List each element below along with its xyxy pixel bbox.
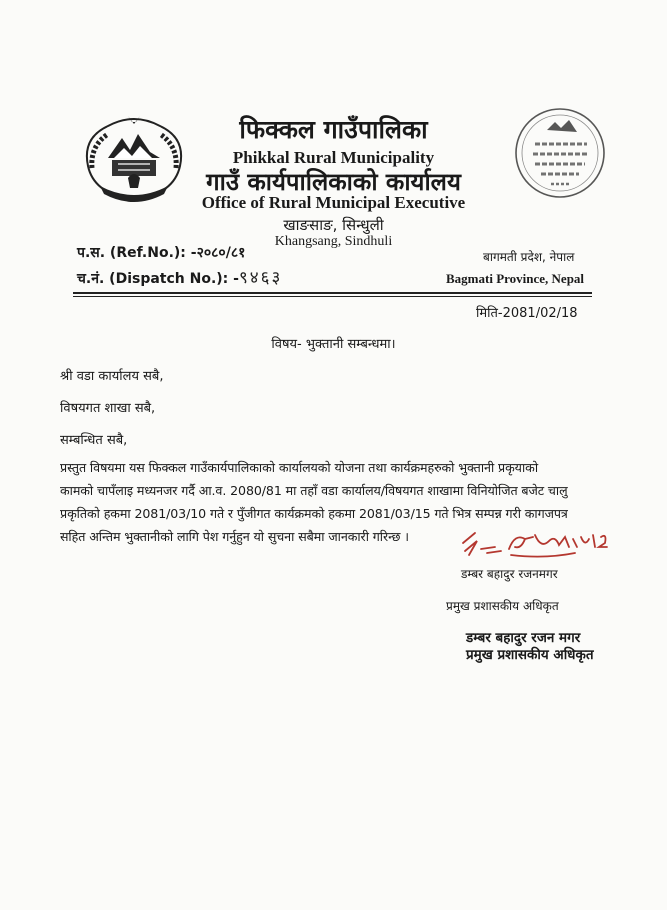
- signer-name: डम्बर बहादुर रजनमगर: [461, 567, 558, 581]
- addressee-line: विषयगत शाखा सबै,: [60, 401, 156, 416]
- addressee-line: श्री वडा कार्यालय सबै,: [60, 369, 164, 384]
- reference-label: प.स. (Ref.No.): -: [77, 245, 197, 261]
- address-english: Khangsang, Sindhuli: [274, 234, 393, 249]
- body-line: कामको चापँलाइ मध्यनजर गर्दै आ.व. 2080/81 मा तहाँ वडा कार्यालय/विषयगत शाखामा विनियोजित बजेट चालु: [60, 483, 568, 498]
- office-name-english: Office of Rural Municipal Executive: [201, 193, 466, 212]
- municipality-name-english: Phikkal Rural Municipality: [232, 148, 435, 167]
- dispatch-label: च.नं. (Dispatch No.): -: [77, 271, 239, 287]
- address-nepali: खाङसाङ, सिन्धुली: [283, 216, 384, 234]
- body-line: सहित अन्तिम भुक्तानीको लागि पेश गर्नुहुन यो सुचना सबैमा जानकारी गरिन्छ ।: [60, 529, 409, 544]
- body-line: प्रकृतिको हकमा 2081/03/10 गते र पुँजीगत कार्यक्रमको हकमा 2081/03/15 गते भित्र सम्पन्न गरी कागजपत्र: [60, 506, 568, 521]
- dispatch-value: ९४६३: [238, 268, 283, 288]
- office-name-nepali: गाउँ कार्यपालिकाको कार्यालय: [206, 167, 461, 196]
- header-divider: [73, 292, 592, 294]
- dispatch-number: [77, 265, 282, 288]
- addressee-line: सम्बन्धित सबै,: [60, 433, 128, 448]
- header-divider-thin: [73, 296, 592, 297]
- letter-subject: विषय- भुक्तानी सम्बन्धमा।: [271, 337, 396, 352]
- signer-stamp-title: प्रमुख प्रशासकीय अधिकृत: [466, 647, 594, 663]
- handwritten-signature-icon: [455, 525, 625, 563]
- reference-number: [77, 243, 245, 262]
- signer-title: प्रमुख प्रशासकीय अधिकृत: [446, 599, 559, 613]
- province-english: Bagmati Province, Nepal: [446, 271, 585, 286]
- municipality-name-nepali: फिक्कल गाउँपालिका: [239, 115, 428, 144]
- reference-value: २०८०/८१: [196, 245, 246, 261]
- letter-date: मिति-2081/02/18: [476, 306, 578, 321]
- province-nepali: बागमती प्रदेश, नेपाल: [483, 250, 575, 264]
- signer-stamp-name: डम्बर बहादुर रजन मगर: [466, 630, 581, 646]
- body-line: प्रस्तुत विषयमा यस फिक्कल गाउँकार्यपालिकाको कार्यालयको योजना तथा कार्यक्रमहरुको भुक्तानी प्रकृयाको: [60, 460, 538, 475]
